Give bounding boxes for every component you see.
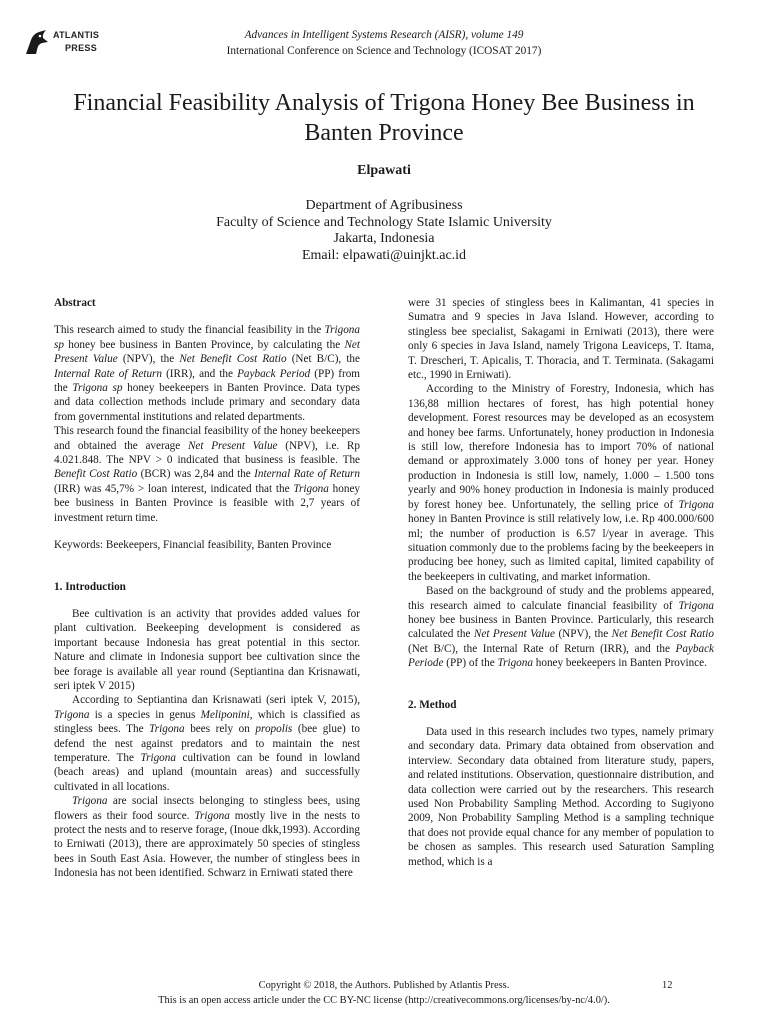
logo-text-press: PRESS xyxy=(65,43,98,53)
affiliation-faculty: Faculty of Science and Technology State Islamic University xyxy=(216,214,552,230)
right-column xyxy=(408,296,714,869)
affiliation-city: Jakarta, Indonesia xyxy=(333,231,435,246)
intro-paragraph-2: According to Septiantina dan Krisnawati (seri iptek V, 2015), Trigona is a species in genus Meliponini, which is classified as stingless bees. The Trigona bees rely on propolis (bee glue) to defend the nest against predators and to maintain the nest temperature. The Trigona cultivation can be found in lowland (beach areas) and upland (mountain areas) and successfully cultivated in all locations. xyxy=(54,694,360,793)
method-paragraph-1: Data used in this research includes two types, namely primary and secondary data. Primary data obtained from observation and interview. Secondary data obtained from literature study, papers, and related institutions. Observation, questionnaire distribution, and data collection were carried out by the researchers. This research used Non Probability Sampling Method. According to Sugiyono 2009, Non Probability Sampling Method is a sampling technique that does not provide equal chance for any member of population to be chosen as samples. This research used Saturation Sampling method, which is a xyxy=(408,725,714,868)
intro-paragraph-5: Based on the background of study and the problems appeared, this research aimed to calculate financial feasibility of Trigona honey bee business in Banten Province. Particularly, this research calculated the Net Present Value (NPV), the Net Benefit Cost Ratio (Net B/C), the Internal Rate of Return (IRR), and the Payback Periode (PP) of the Trigona honey beekeepers in Banten Province. xyxy=(408,585,714,670)
section-heading-introduction: 1. Introduction xyxy=(54,580,126,593)
affiliation xyxy=(0,198,768,264)
copyright-notice: Copyright © 2018, the Authors. Published by Atlantis Press. xyxy=(258,980,510,991)
intro-paragraph-3-cont: were 31 species of stingless bees in Kalimantan, 41 species in Sumatra and 9 species in Java Island. However, according to stingless bee specialist, Sakagami in Erniwati (2013), there were only 6 species in Java Island, namely Trigona Leaviceps, T. Itama, T. Drescheri, T. Apicalis, T. Thoracia, and T. Terminata. (Sakagami etc., 1990 in Erniwati). xyxy=(408,297,714,382)
intro-paragraph-4: According to the Ministry of Forestry, Indonesia, which has 136,88 million hectares of forest, has high potential honey development. Forest resources may be developed as an ecosystem and honey bee farms. Unfortunately, honey production in Indonesia is still low, therefore Indonesia has to import 70% of national demand or approximately 3.000 tons of honey per year. Honey production in Indonesia is still low, namely, 1.000 – 1.500 tons yearly and 90% honey production in Indonesia is mainly produced by forest honey bee. Unfortunately, the selling price of Trigona honey in Banten Province is still relatively low, i.e. Rp 400.000/600 ml; the number of production is 6.57 l/year in average. This situation commonly due to the problems facing by the beekeepers in producing bee honey, such as limited capital, limited capability of the beekeepers in cultivating, and market information. xyxy=(408,383,714,583)
logo-text-atlantis: ATLANTIS xyxy=(53,30,100,40)
abstract-paragraph-2: This research found the financial feasibility of the honey beekeepers and obtained the average Net Present Value (NPV), i.e. Rp 4.021.848. The NPV > 0 indicated that business is feasible. The Benefit Cost Ratio (BCR) was 2,84 and the Internal Rate of Return (IRR) was 45,7% > loan interest, indicated that the Trigona honey bee business in Banten Province is feasible with 2,7 years of investment return time. xyxy=(54,425,361,524)
conference-header: International Conference on Science and Technology (ICOSAT 2017) xyxy=(226,45,542,57)
keywords: Keywords: Beekeepers, Financial feasibility, Banten Province xyxy=(54,539,332,552)
abstract-paragraph-1: This research aimed to study the financial feasibility in the Trigona sp honey bee business in Banten Province, by calculating the Net Present Value (NPV), the Net Benefit Cost Ratio (Net B/C), the Internal Rate of Return (IRR), and the Payback Period (PP) from the Trigona sp honey beekeepers in Banten Province. Data types and data collection methods include primary and secondary data from governmental institutions and related departments. xyxy=(54,324,361,423)
license-notice: This is an open access article under the CC BY-NC license (http://creativecommons.org/licenses/by-nc/4.0/). xyxy=(158,995,610,1006)
affiliation-department: Department of Agribusiness xyxy=(305,198,463,213)
abstract-heading: Abstract xyxy=(54,297,96,309)
intro-paragraph-1: Bee cultivation is an activity that provides added values for plant cultivation. Beekeeping development is considered as important because Indonesia has great potential in this sector. Nature and climate in Indonesia support bee cultivation since the bee forage is available all year round (Septiantina dan Krisnawati, seri iptek V 2015) xyxy=(54,607,360,692)
author-email[interactable]: Email: elpawati@uinjkt.ac.id xyxy=(301,247,467,263)
left-column xyxy=(54,296,360,881)
paper-title: Financial Feasibility Analysis of Trigona Honey Bee Business in Banten Province xyxy=(73,90,695,146)
journal-header: Advances in Intelligent Systems Research (AISR), volume 149 xyxy=(244,29,524,41)
page-number: 12 xyxy=(662,980,673,991)
intro-paragraph-3-start: Trigona are social insects belonging to stingless bees, using flowers as their food source. Trigona mostly live in the nests to protect the nests and to reserve forage, (Inoue dkk,1993). According to Erniwati (2013), there are approximately 50 species of stingless bees in South East Asia. However, the number of stingless bees in Indonesia has not been identified. Schwarz in Erniwati stated there xyxy=(54,795,361,880)
author-name: Elpawati xyxy=(357,163,411,178)
section-heading-method: 2. Method xyxy=(408,698,457,711)
